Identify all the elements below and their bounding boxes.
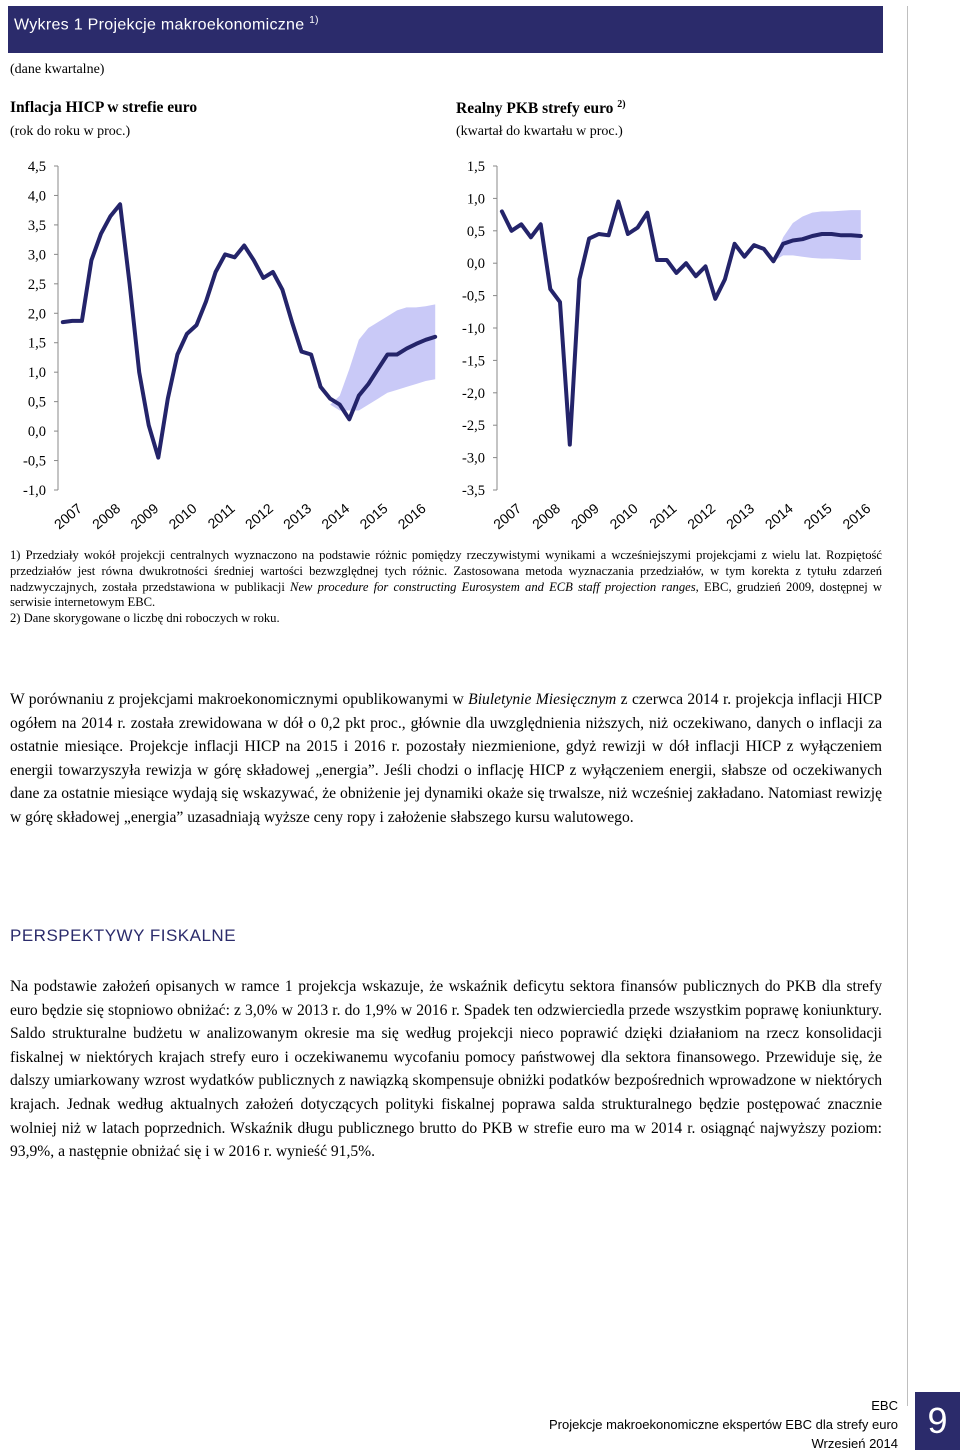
chart2-title-note: 2) bbox=[617, 99, 626, 110]
hicp-x-tick-label: 2015 bbox=[356, 500, 391, 533]
note-1-publication-title: New procedure for constructing Eurosystem and ECB staff projection ranges bbox=[290, 579, 696, 594]
paragraph2-text: Na podstawie założeń opisanych w ramce 1 projekcja wskazuje, że wskaźnik deficytu sektora finansów publicznych do PKB dla strefy euro będzie się stopniowo obniżać: z 3,0% w 2013 r. do 1,9% w 2016 r. Spadek ten odzwierciedla przede wszystkim poprawę koniunktury. Saldo strukturalne budżetu w analizowanym okresie ma się według projekcji nieco poprawić dzięki działaniom na rzecz konsolidacji fiskalnej w niektórych krajach strefy euro i oczekiwanemu wycofaniu pomocy państwowej dla sektora finansowego. Przewiduje się, że dalszy umiarkowany wzrost wydatków publicznych z nawiązką skompensuje obniżki podatków bezpośrednich wprowadzone w niektórych krajach. Jednak według aktualnych założeń dotyczących polityki fiskalnej poprawa salda strukturalnego będzie postępować znacznie wolniej niż w latach poprzednich. Wskaźnik długu publicznego brutto do PKB w strefie euro ma w 2014 r. osiągnąć najwyższy poziom: 93,9%, a następnie obniżać się i w 2016 r. wynieść 91,5%. bbox=[10, 978, 882, 1161]
gdp-x-tick-label: 2011 bbox=[646, 500, 680, 532]
gdp-y-tick-label: 0,0 bbox=[466, 256, 485, 273]
gdp-x-tick-label: 2010 bbox=[606, 500, 641, 533]
figure-subtitle: (dane kwartalne) bbox=[10, 62, 105, 77]
paragraph1-text-b: z czerwca 2014 r. projekcja inflacji HICP ogółem na 2014 r. została zrewidowana w dół o 0,2 pkt proc., głównie dla uwzględnienia niższych, niż oczekiwano, danych o inflacji za ostatnie miesiące. Projekcje inflacji HICP na 2015 i 2016 r. pozostały niezmienione, gdyż rewizji w dół inflacji HICP z wyłączeniem energii towarzyszyła rewizja w górę składowej „energia”. Jeśli chodzi o inflację HICP z wyłączeniem energii, słabsze od oczekiwanych dane za ostatnie miesiące wydają się wskazywać, że obniżenie jej dynamiki okaże się trwalsze, niż wcześniej zakładano. Natomiast rewizję w górę składowej „energia” uzasadniają wyższe ceny ropy i założenie słabszego kursu walutowego. bbox=[10, 691, 882, 826]
gdp-y-tick-label: -0,5 bbox=[462, 288, 485, 305]
hicp-x-tick-label: 2009 bbox=[127, 500, 162, 533]
hicp-y-tick-label: -0,5 bbox=[23, 453, 46, 470]
chart-title-bar bbox=[8, 6, 883, 53]
chart2-title-text: Realny PKB strefy euro bbox=[456, 100, 614, 118]
hicp-y-tick-label: 4,5 bbox=[27, 159, 46, 175]
hicp-y-tick-label: 3,5 bbox=[27, 217, 46, 234]
hicp-x-tick-label: 2014 bbox=[318, 500, 353, 533]
section-heading: PERSPEKTYWY FISKALNE bbox=[10, 926, 237, 945]
hicp-inflation-chart bbox=[0, 150, 450, 540]
hicp-projection-range bbox=[330, 304, 435, 410]
gdp-y-tick-label: 0,5 bbox=[466, 223, 485, 240]
gdp-y-tick-label: -1,0 bbox=[462, 321, 485, 337]
gdp-x-tick-label: 2008 bbox=[528, 500, 564, 533]
gdp-y-tick-label: -1,5 bbox=[462, 353, 485, 370]
note-1-text-b: , EBC, grudzień 2009, dostępnej w serwisie internetowym EBC. bbox=[10, 579, 882, 610]
gdp-growth-chart bbox=[450, 150, 890, 540]
gdp-x-tick-label: 2012 bbox=[684, 500, 719, 533]
hicp-y-tick-label: 0,0 bbox=[27, 424, 46, 441]
gdp-x-tick-label: 2007 bbox=[490, 500, 525, 533]
hicp-x-tick-label: 2012 bbox=[241, 500, 277, 533]
note-1-text-a: 1) Przedziały wokół projekcji centralnych wyznaczono na podstawie różnic pomiędzy rzeczywistymi wynikami a wcześniejszymi projekcjami z wielu lat. Rozpiętość przedziałów jest równa dwukrotności średniej wartości bezwzględnej tych różnic. Zastosowana metoda wyznaczania przedziałów, w tym korekta z tytułu zdarzeń nadzwyczajnych, została przedstawiona w publikacji bbox=[10, 548, 882, 594]
side-rule bbox=[907, 6, 908, 1406]
gdp-y-tick-label: 1,0 bbox=[466, 191, 485, 208]
hicp-y-tick-label: 1,0 bbox=[27, 365, 46, 382]
hicp-y-tick-label: 2,5 bbox=[27, 276, 46, 293]
gdp-y-tick-label: -2,5 bbox=[462, 418, 485, 435]
gdp-y-tick-label: -3,0 bbox=[462, 450, 485, 467]
hicp-x-tick-label: 2008 bbox=[89, 500, 124, 533]
paragraph-inflation-revision bbox=[10, 688, 882, 830]
gdp-x-tick-label: 2014 bbox=[761, 500, 796, 533]
hicp-y-tick-label: 3,0 bbox=[27, 247, 46, 264]
hicp-x-tick-label: 2010 bbox=[165, 500, 200, 533]
hicp-y-tick-label: 0,5 bbox=[27, 394, 46, 411]
page-number: 9 bbox=[915, 1392, 960, 1450]
gdp-x-tick-label: 2009 bbox=[567, 500, 602, 533]
paragraph1-text-a: W porównaniu z projekcjami makroekonomicznymi opublikowanymi w bbox=[10, 691, 464, 708]
chart2-unit: (kwartał do kwartału w proc.) bbox=[456, 124, 623, 139]
paragraph-fiscal-outlook bbox=[10, 975, 882, 1164]
chart1-title: Inflacja HICP w strefie euro bbox=[10, 99, 198, 116]
chart2-title bbox=[456, 99, 626, 118]
gdp-x-tick-label: 2016 bbox=[839, 500, 874, 533]
hicp-y-tick-label: 4,0 bbox=[27, 188, 46, 205]
figure-notes bbox=[10, 548, 882, 627]
figure-title bbox=[14, 15, 319, 34]
gdp-x-tick-label: 2013 bbox=[722, 500, 758, 533]
hicp-y-tick-label: 2,0 bbox=[27, 306, 46, 323]
hicp-x-tick-label: 2011 bbox=[204, 500, 238, 532]
gdp-series-line bbox=[502, 202, 861, 445]
footer-date: Wrzesień 2014 bbox=[811, 1436, 898, 1451]
hicp-x-tick-label: 2007 bbox=[50, 500, 86, 533]
hicp-y-tick-label: 1,5 bbox=[27, 335, 46, 352]
note-2: 2) Dane skorygowane o liczbę dni roboczych w roku. bbox=[10, 611, 280, 626]
gdp-y-tick-label: -3,5 bbox=[462, 483, 485, 499]
gdp-x-tick-label: 2015 bbox=[800, 500, 835, 533]
paragraph1-publication-title: Biuletynie Miesięcznym bbox=[468, 691, 617, 708]
chart1-unit: (rok do roku w proc.) bbox=[10, 124, 131, 139]
note-1 bbox=[10, 548, 882, 611]
hicp-x-tick-label: 2013 bbox=[280, 500, 315, 533]
figure-title-text: Wykres 1 Projekcje makroekonomiczne bbox=[14, 16, 305, 34]
figure-title-note: 1) bbox=[309, 15, 319, 26]
footer-publisher: EBC bbox=[871, 1398, 898, 1413]
footer-publication: Projekcje makroekonomiczne ekspertów EBC dla strefy euro bbox=[549, 1417, 898, 1432]
hicp-x-tick-label: 2016 bbox=[394, 500, 429, 533]
hicp-y-tick-label: -1,0 bbox=[23, 483, 46, 499]
gdp-y-tick-label: -2,0 bbox=[462, 385, 485, 402]
gdp-y-tick-label: 1,5 bbox=[466, 159, 485, 175]
